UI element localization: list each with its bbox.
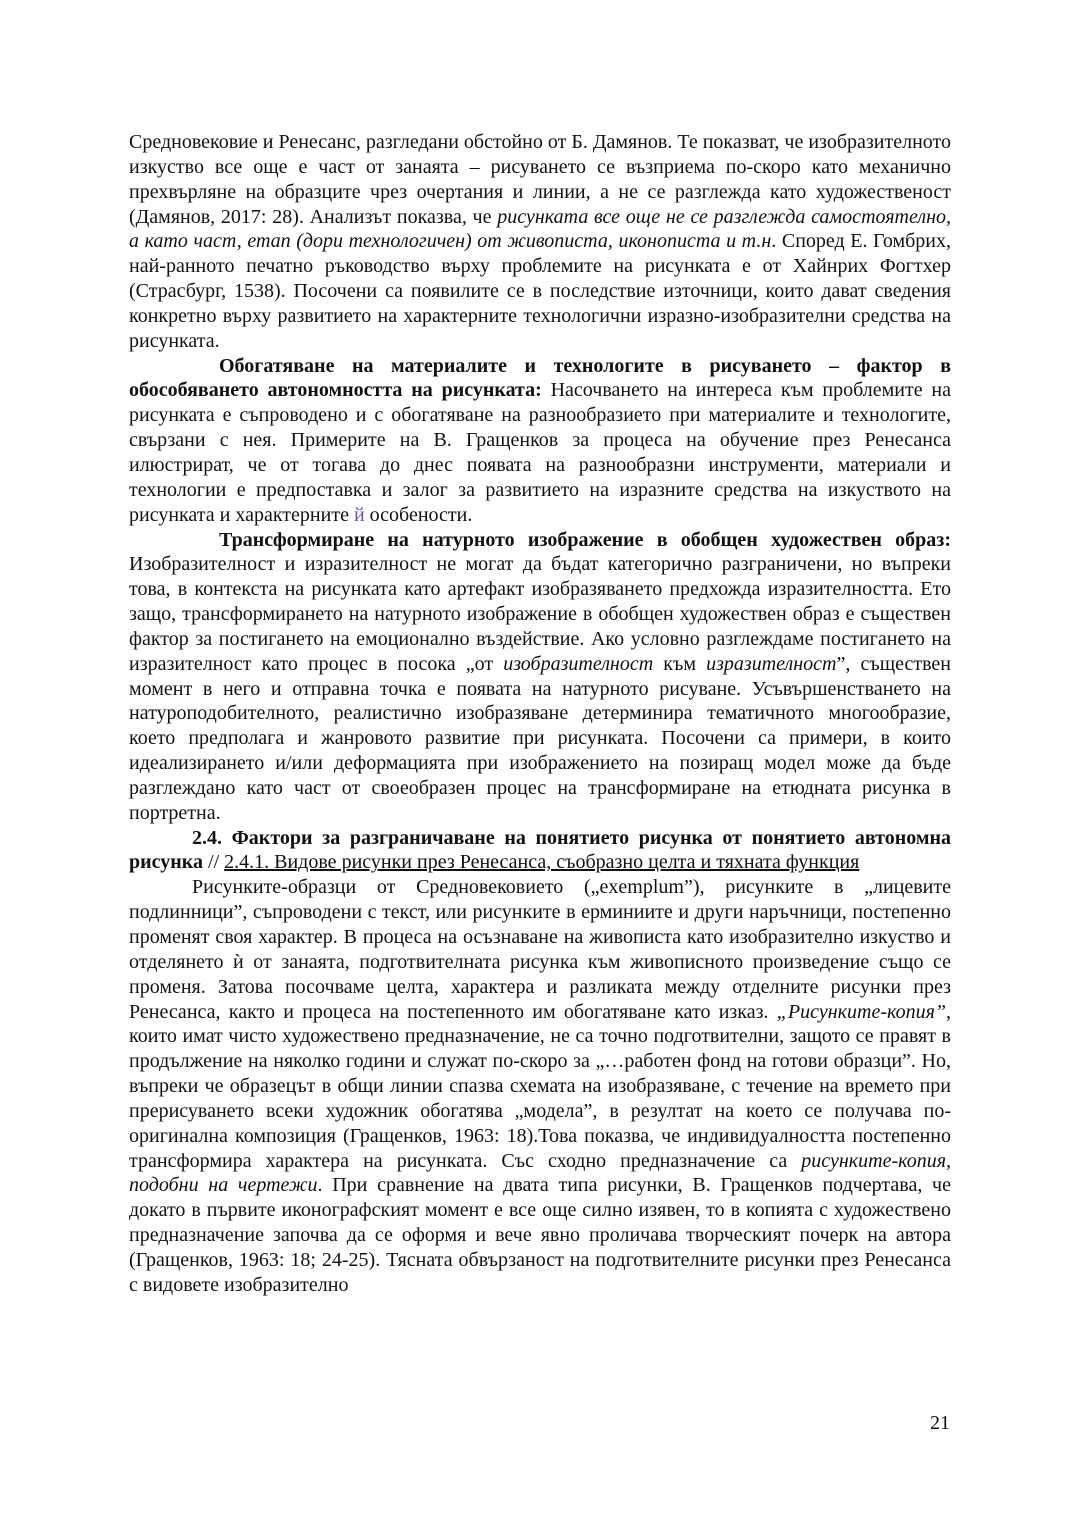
transformation-text-1: Изобразителност и изразителност не могат да бъдат категорично разграничени, но въпреки това, в контекста на рисунката като артефакт изобразяването предхожда изразителността. Ето защо, трансформирането на натурното изображение в обобщен художествен образ е съществен фактор за постигането на емоционално въздействие. Ако условно разглеждаме постигането на изразителност като процес в посока „от [129,553,951,675]
section-title: 2.4. Фактори за разграничаване на понятието рисунка от понятието автономна рисунка [129,826,951,874]
paragraph-transformation [129,528,951,826]
renaissance-text-2: , които имат чисто художествено предназначение, не са точно подготвителни, защото се правят в продължение на няколко години и служат по-скоро за „…работен фонд на готови образци”. Но, въпреки че образецът в общи линии спазва схемата на изобразяване, с течение на времето при прерисуването всеки художник обогатява „модела”, в резултат на което се получава по-оригинална композиция (Гращенков, 1963: 18).Това показва, че индивидуалността постепенно трансформира характера на рисунката. Със сходно предназначение са [129,1000,951,1172]
section-separator: // [203,851,225,874]
intro-italic-quote: рисунката все още не се разглежда самостоятелно, а като част, етап (дори технологичен) от живописта, иконописта и т.н [129,205,952,253]
materials-text-1: Насочването на интереса към проблемите на рисунката е съпроводено и с обогатяване на разнообразието при материалите и технологите, свързани с нея. Примерите на В. Гращенков за процеса на обучение през Ренесанса илюстрират, че от тогава до днес появата на разнообразни инструменти, материали и технологии е предпоставка и залог за развитието на изразните средства на изкуството на рисунката и характерните [129,379,951,526]
renaissance-italic-2: рисунките-копия, подобни на чертежи [129,1149,951,1197]
page-number: 21 [930,1412,950,1434]
materials-accent-word: й [353,503,365,526]
materials-text-2: особености. [364,503,473,526]
intro-text-1: Средновековие и Ренесанс, разгледани обстойно от Б. Дамянов. Те показват, че изобразителното изкуство все още е част от занаята – рисуването се възприема по-скоро като механично прехвърляне на образците чрез очертания и линии, а не се разглежда като художественост (Дамянов, 2017: 28). Анализът показва, че [129,131,951,228]
paragraph-intro [129,130,951,354]
section-heading [129,826,951,876]
transformation-italic-1: изобразителност [503,652,654,675]
intro-text-2: . Според Е. Гомбрих, най-ранното печатно ръководство върху проблемите на рисунката е от Хайнрих Фогтхер (Страсбург, 1538). Посочени са появилите се в последствие източници, които дават сведения конкретно върху развитието на характерните технологични изразно-изобразителни средства на рисунката. [129,230,951,352]
renaissance-text-1: Рисунките-образци от Средновековието („exemplum”), рисунките в „лицевите подлинници”, съпроводени с текст, или рисунките в ерминиите и други наръчници, постепенно променят своя характер. В процеса на осъзнаване на живописта като изобразително изкуство и отделянето ѝ от занаята, подготвителната рисунка към живописното произведение също се променя. Затова посочваме целта, характера и разликата между отделните рисунки през Ренесанса, както и процеса на постепенното им обогатяване като изказ. [129,876,951,1023]
transformation-italic-2: изразителност [706,652,837,675]
materials-heading: Обогатяване на материалите и технологите в рисуването – фактор в обособяването автономността на рисунката: [129,354,951,402]
renaissance-text-3: . При сравнение на двата типа рисунки, В. Гращенков подчертава, че докато в първите иконографският момент е все още силно изявен, то в копията с художествено предназначение започва да се оформя и вече явно проличава творческият почерк на автора (Гращенков, 1963: 18; 24-25). Тясната обвързаност на подготвителните рисунки през Ренесанса с видовете изобразително [129,1174,951,1296]
transformation-text-2: към [653,652,707,675]
page-body [129,130,951,1298]
paragraph-materials [129,354,951,528]
transformation-heading: Трансформиране на натурното изображение в обобщен художествен образ: [219,528,951,551]
subsection-title: 2.4.1. Видове рисунки през Ренесанса, съобразно целта и тяхната функция [224,851,860,874]
paragraph-renaissance-drawings [129,875,951,1297]
transformation-text-3: ”, съществен момент в него и отправна точка е появата на натурното рисуване. Усъвършенстването на натуроподобителното, реалистично изобразяване детерминира тематичното многообразие, което предполага и жанровото развитие при рисунката. Посочени са примери, в които идеализирането и/или деформацията при изображението на позиращ модел може да бъде разглеждано като част от своеобразен процес на трансформиране на етюдната рисунка в портретна. [129,652,951,824]
renaissance-italic-1: „Рисунките-копия” [776,1000,946,1023]
